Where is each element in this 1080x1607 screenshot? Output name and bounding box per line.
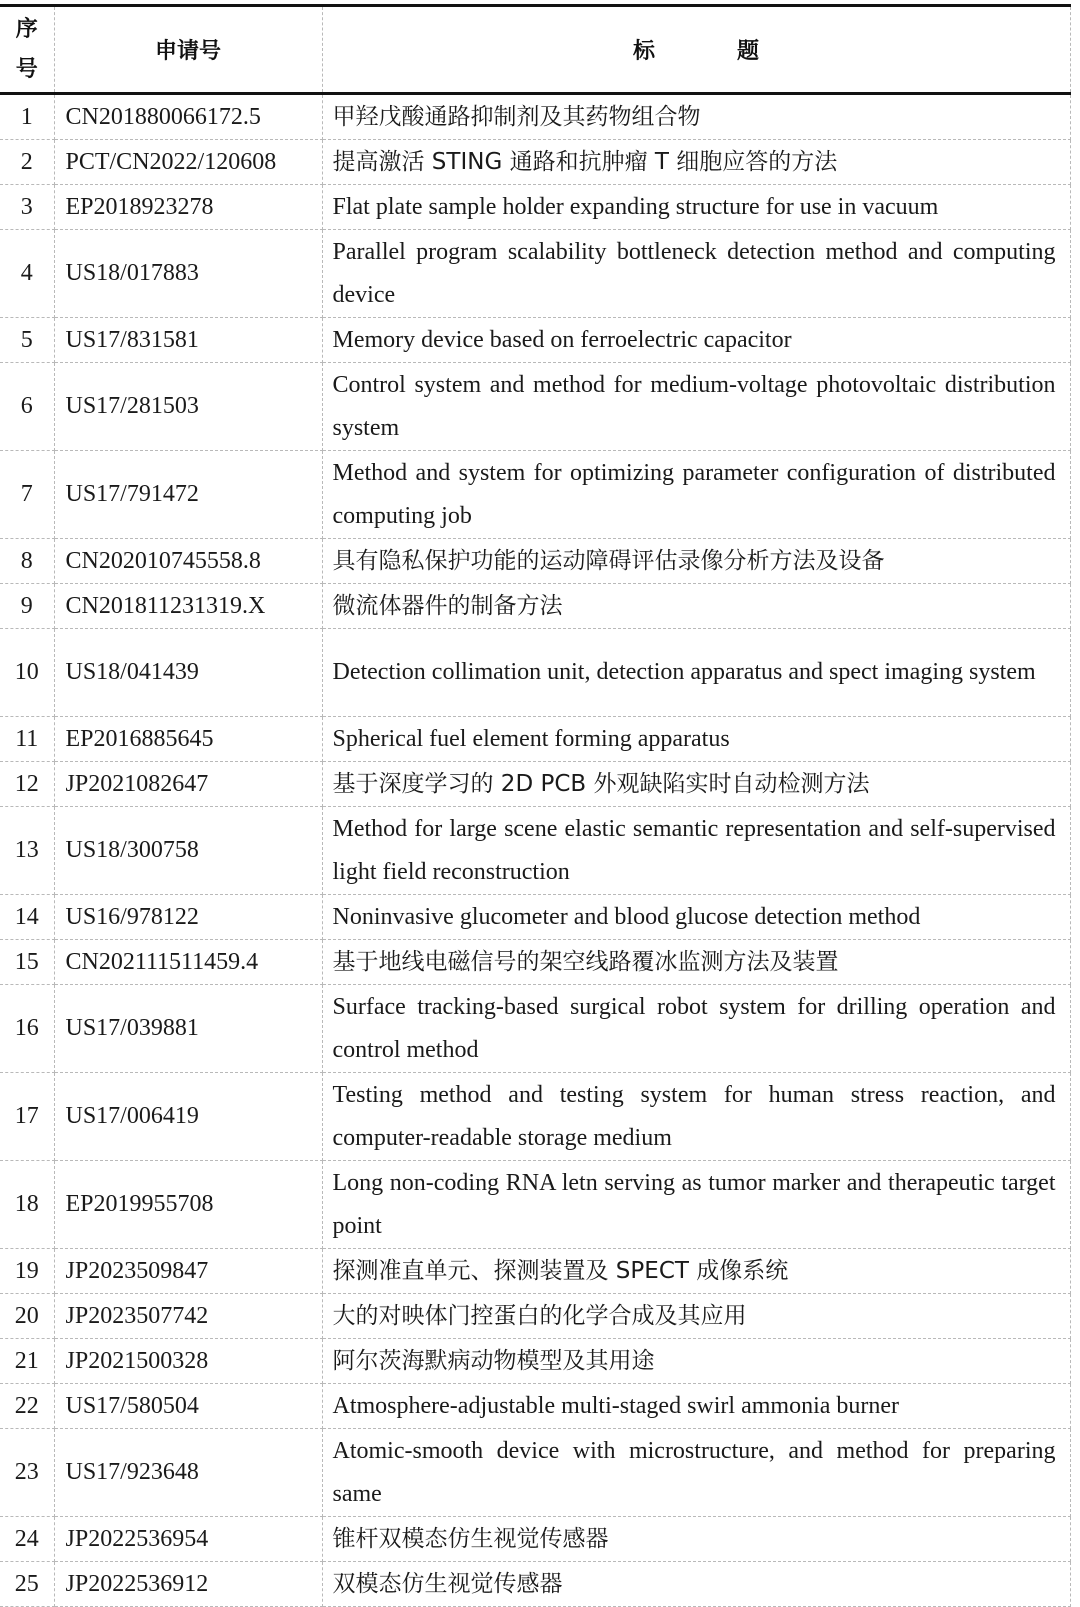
row-index: 17 xyxy=(0,1073,54,1161)
row-index: 22 xyxy=(0,1384,54,1429)
row-index: 4 xyxy=(0,230,54,318)
application-number: JP2022536912 xyxy=(54,1562,322,1607)
application-number: US16/978122 xyxy=(54,895,322,940)
row-index: 25 xyxy=(0,1562,54,1607)
row-index: 5 xyxy=(0,318,54,363)
application-number: EP2016885645 xyxy=(54,717,322,762)
patent-title: 基于深度学习的 2D PCB 外观缺陷实时自动检测方法 xyxy=(322,762,1070,807)
row-index: 10 xyxy=(0,629,54,717)
patent-title: 提高激活 STING 通路和抗肿瘤 T 细胞应答的方法 xyxy=(322,140,1070,185)
application-number: JP2023509847 xyxy=(54,1249,322,1294)
table-row xyxy=(0,985,1070,1073)
row-index: 2 xyxy=(0,140,54,185)
patent-title: 锥杆双模态仿生视觉传感器 xyxy=(322,1517,1070,1562)
column-header-title-part1: 标 xyxy=(632,39,655,64)
row-index: 23 xyxy=(0,1429,54,1517)
application-number: US17/039881 xyxy=(54,985,322,1073)
table-row xyxy=(0,1339,1070,1384)
row-index: 13 xyxy=(0,807,54,895)
row-index: 9 xyxy=(0,584,54,629)
table-row xyxy=(0,318,1070,363)
table-header xyxy=(0,6,1070,94)
column-header-title-part2: 题 xyxy=(737,39,760,64)
column-header-index-line2: 号 xyxy=(15,56,38,82)
table-row xyxy=(0,1562,1070,1607)
application-number: US17/006419 xyxy=(54,1073,322,1161)
application-number: CN202010745558.8 xyxy=(54,539,322,584)
table-row xyxy=(0,1294,1070,1339)
table-row xyxy=(0,1384,1070,1429)
row-index: 3 xyxy=(0,185,54,230)
application-number: JP2023507742 xyxy=(54,1294,322,1339)
application-number: JP2021500328 xyxy=(54,1339,322,1384)
application-number: US17/791472 xyxy=(54,451,322,539)
application-number: EP2019955708 xyxy=(54,1161,322,1249)
table-row xyxy=(0,94,1070,140)
patent-title: Method for large scene elastic semantic representation and self-supervised light field reconstruction xyxy=(322,807,1070,895)
application-number: PCT/CN2022/120608 xyxy=(54,140,322,185)
table-row xyxy=(0,895,1070,940)
row-index: 19 xyxy=(0,1249,54,1294)
application-number: CN201811231319.X xyxy=(54,584,322,629)
header-row xyxy=(0,6,1070,94)
row-index: 12 xyxy=(0,762,54,807)
table-row xyxy=(0,451,1070,539)
patent-title: 具有隐私保护功能的运动障碍评估录像分析方法及设备 xyxy=(322,539,1070,584)
application-number: US18/041439 xyxy=(54,629,322,717)
application-number: US18/017883 xyxy=(54,230,322,318)
table-row xyxy=(0,1517,1070,1562)
patent-title: Method and system for optimizing parameter configuration of distributed computing job xyxy=(322,451,1070,539)
patent-title: Flat plate sample holder expanding structure for use in vacuum xyxy=(322,185,1070,230)
table-row xyxy=(0,1429,1070,1517)
patent-title: 阿尔茨海默病动物模型及其用途 xyxy=(322,1339,1070,1384)
column-header-title xyxy=(322,6,1070,94)
row-index: 18 xyxy=(0,1161,54,1249)
table-row xyxy=(0,584,1070,629)
application-number: US17/281503 xyxy=(54,363,322,451)
application-number: US18/300758 xyxy=(54,807,322,895)
table-row xyxy=(0,629,1070,717)
row-index: 8 xyxy=(0,539,54,584)
column-header-index xyxy=(0,6,54,94)
application-number: CN202111511459.4 xyxy=(54,940,322,985)
table-row xyxy=(0,230,1070,318)
patent-title: 大的对映体门控蛋白的化学合成及其应用 xyxy=(322,1294,1070,1339)
patent-title: 探测准直单元、探测装置及 SPECT 成像系统 xyxy=(322,1249,1070,1294)
table-row xyxy=(0,140,1070,185)
row-index: 21 xyxy=(0,1339,54,1384)
table-row xyxy=(0,539,1070,584)
patent-title: Noninvasive glucometer and blood glucose detection method xyxy=(322,895,1070,940)
application-number: US17/831581 xyxy=(54,318,322,363)
patent-title: Testing method and testing system for human stress reaction, and computer-readable storage medium xyxy=(322,1073,1070,1161)
row-index: 15 xyxy=(0,940,54,985)
row-index: 6 xyxy=(0,363,54,451)
patent-title: Control system and method for medium-voltage photovoltaic distribution system xyxy=(322,363,1070,451)
patent-title: 双模态仿生视觉传感器 xyxy=(322,1562,1070,1607)
column-header-index-line1: 序 xyxy=(15,16,38,42)
column-header-application-number: 申请号 xyxy=(54,6,322,94)
table-row xyxy=(0,363,1070,451)
patent-title: 基于地线电磁信号的架空线路覆冰监测方法及装置 xyxy=(322,940,1070,985)
table-row xyxy=(0,807,1070,895)
row-index: 14 xyxy=(0,895,54,940)
row-index: 7 xyxy=(0,451,54,539)
patent-application-table xyxy=(0,4,1071,1607)
patent-title: Long non-coding RNA letn serving as tumor marker and therapeutic target point xyxy=(322,1161,1070,1249)
application-number: US17/580504 xyxy=(54,1384,322,1429)
application-number: JP2021082647 xyxy=(54,762,322,807)
row-index: 1 xyxy=(0,94,54,140)
table-body xyxy=(0,94,1070,1607)
application-number: US17/923648 xyxy=(54,1429,322,1517)
patent-title: Detection collimation unit, detection apparatus and spect imaging system xyxy=(322,629,1070,717)
table-row xyxy=(0,717,1070,762)
row-index: 20 xyxy=(0,1294,54,1339)
patent-title: Parallel program scalability bottleneck detection method and computing device xyxy=(322,230,1070,318)
patent-title: Atmosphere-adjustable multi-staged swirl ammonia burner xyxy=(322,1384,1070,1429)
row-index: 11 xyxy=(0,717,54,762)
patent-title: 微流体器件的制备方法 xyxy=(322,584,1070,629)
table-row xyxy=(0,185,1070,230)
row-index: 16 xyxy=(0,985,54,1073)
table-row xyxy=(0,1161,1070,1249)
application-number: JP2022536954 xyxy=(54,1517,322,1562)
row-index: 24 xyxy=(0,1517,54,1562)
patent-title: Memory device based on ferroelectric capacitor xyxy=(322,318,1070,363)
table-row xyxy=(0,1073,1070,1161)
table-row xyxy=(0,1249,1070,1294)
patent-title: Surface tracking-based surgical robot system for drilling operation and control method xyxy=(322,985,1070,1073)
patent-title: Atomic-smooth device with microstructure, and method for preparing same xyxy=(322,1429,1070,1517)
patent-title: Spherical fuel element forming apparatus xyxy=(322,717,1070,762)
table-row xyxy=(0,940,1070,985)
patent-title: 甲羟戊酸通路抑制剂及其药物组合物 xyxy=(322,94,1070,140)
table-row xyxy=(0,762,1070,807)
application-number: CN201880066172.5 xyxy=(54,94,322,140)
application-number: EP2018923278 xyxy=(54,185,322,230)
